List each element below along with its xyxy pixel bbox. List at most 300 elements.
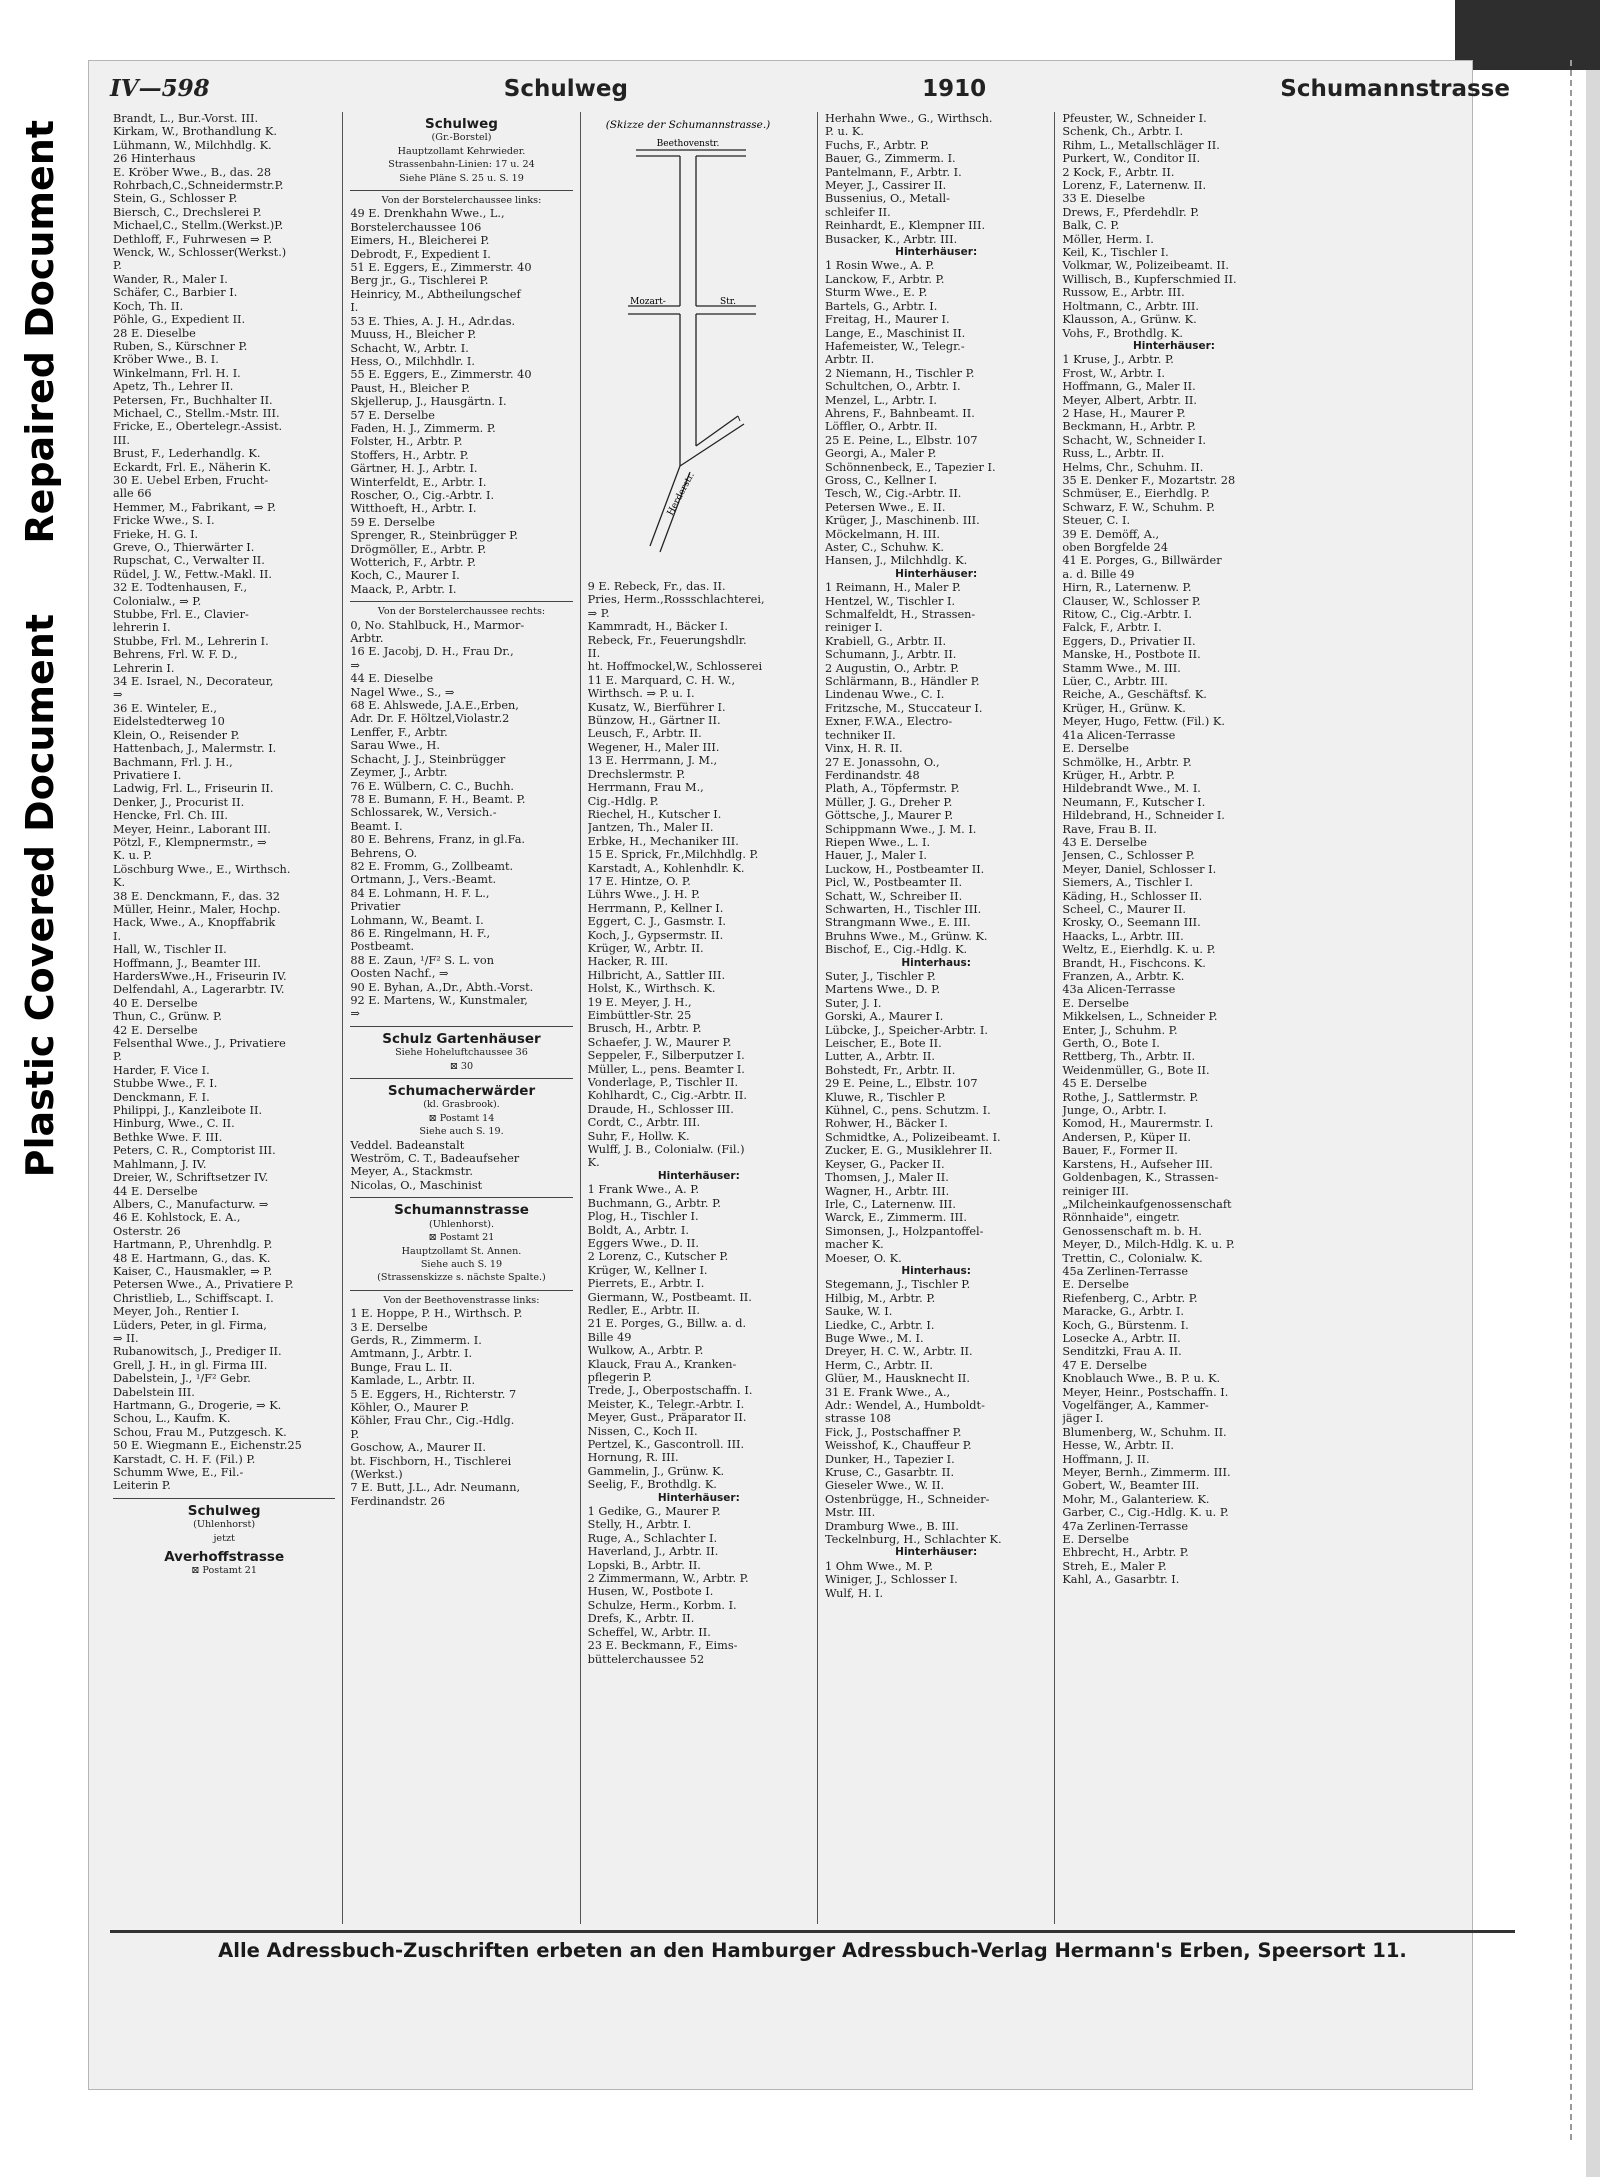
directory-entry: III. <box>113 433 130 447</box>
directory-entry: Lühmann, W., Milchhdlg. K. <box>113 138 272 152</box>
directory-entry: Schönnenbeck, E., Tapezier I. <box>824 460 996 474</box>
directory-entry: Drögmöller, E., Arbtr. P. <box>350 542 487 556</box>
directory-entry: I. <box>350 301 359 315</box>
directory-entry: 29 E. Peine, L., Elbstr. 107 <box>824 1077 978 1091</box>
directory-entry: Nissen, C., Koch II. <box>587 1424 698 1438</box>
directory-entry: Ferdinandstr. 48 <box>824 768 920 782</box>
directory-entry: „Milcheinkaufgenossenschaft <box>1062 1197 1232 1211</box>
directory-entry: Petersen, Fr., Buchhalter II. <box>113 393 273 407</box>
directory-entry: Osterstr. 26 <box>113 1224 181 1238</box>
directory-entry: reiniger III. <box>1062 1184 1129 1198</box>
directory-entry: Meyer, Daniel, Schlosser I. <box>1062 862 1217 876</box>
directory-entry: Martens Wwe., D. P. <box>824 983 941 997</box>
directory-entry: Redler, E., Arbtr. II. <box>587 1303 700 1317</box>
directory-entry: Frost, W., Arbtr. I. <box>1062 366 1166 380</box>
directory-entry: Dabelstein, J., ¹/F² Gebr. <box>113 1372 251 1386</box>
directory-entry: Behrens, O. <box>350 846 418 860</box>
section-note: Siehe Pläne S. 25 u. S. 19 <box>399 172 524 184</box>
directory-entry: Busacker, K., Arbtr. III. <box>824 232 958 246</box>
directory-entry: Bruhns Wwe., M., Grünw. K. <box>824 929 988 943</box>
directory-entry: Plath, A., Töpfermstr. P. <box>824 782 960 796</box>
directory-entry: 2 Hase, H., Maurer P. <box>1062 406 1186 420</box>
directory-entry: 57 E. Derselbe <box>350 408 435 422</box>
directory-entry: Adr.: Wendel, A., Humboldt- <box>824 1399 985 1412</box>
directory-entry: 27 E. Jonassohn, O., <box>824 755 940 769</box>
directory-entry: Folster, H., Arbtr. P. <box>350 435 463 449</box>
directory-entry: Sturm Wwe., E. P. <box>824 286 928 300</box>
directory-entry: Reiche, A., Geschäftsf. K. <box>1062 688 1207 702</box>
page-header <box>110 62 1510 102</box>
subsection-heading: Hinterhaus: <box>901 1264 971 1277</box>
directory-entry: 80 E. Behrens, Franz, in gl.Fa. <box>350 833 526 847</box>
directory-entry: Kröber Wwe., B. I. <box>113 353 219 367</box>
directory-entry: Wulff, J. B., Colonialw. (Fil.) <box>587 1143 745 1157</box>
directory-entry: Genossenschaft m. b. H. <box>1062 1224 1202 1238</box>
directory-entry: Frieke, H. G. I. <box>113 527 199 541</box>
directory-entry: Volkmar, W., Polizeibeamt. II. <box>1062 259 1229 273</box>
directory-entry: Faden, H. J., Zimmerm. P. <box>350 421 496 435</box>
directory-entry: (Werkst.) <box>350 1468 403 1481</box>
directory-entry: Giermann, W., Postbeamt. II. <box>587 1290 752 1304</box>
directory-entry: Denckmann, F. I. <box>113 1090 210 1104</box>
directory-entry: Herrmann, P., Kellner I. <box>587 901 724 915</box>
directory-entry: 47a Zerlinen-Terrasse <box>1062 1519 1189 1533</box>
directory-entry: Cig.-Hdlg. P. <box>587 794 659 808</box>
directory-entry: Löffler, O., Arbtr. II. <box>824 420 938 434</box>
directory-entry: Kamlade, L., Arbtr. II. <box>350 1374 476 1388</box>
directory-entry: Meyer, Bernh., Zimmerm. III. <box>1062 1466 1231 1480</box>
directory-columns <box>106 112 1530 1924</box>
directory-entry: Rave, Frau B. II. <box>1062 822 1157 836</box>
directory-entry: Lenffer, F., Arbtr. <box>350 725 448 739</box>
directory-entry: Lanckow, F., Arbtr. P. <box>824 272 945 286</box>
directory-entry: Bischof, E., Cig.-Hdlg. K. <box>824 943 968 957</box>
section-note: Hauptzollamt Kehrwieder. <box>397 145 526 157</box>
directory-entry: Meyer, J., Cassirer II. <box>824 179 947 193</box>
directory-entry: Haverland, J., Arbtr. II. <box>587 1545 719 1559</box>
directory-entry: Wulkow, A., Arbtr. P. <box>587 1344 704 1358</box>
directory-entry: Gross, C., Kellner I. <box>824 473 938 487</box>
directory-entry: Schacht, J. J., Steinbrügger <box>350 752 506 766</box>
directory-entry: Müller, L., pens. Beamter I. <box>587 1062 745 1076</box>
directory-entry: Privatier <box>350 900 401 914</box>
directory-entry: Meyer, Joh., Rentier I. <box>113 1305 240 1319</box>
directory-entry: Klausson, A., Grünw. K. <box>1062 313 1197 327</box>
directory-entry: Gieseler Wwe., W. II. <box>824 1479 945 1493</box>
directory-entry: Hauer, J., Maler I. <box>824 849 927 863</box>
directory-entry: Köhler, O., Maurer P. <box>350 1400 470 1414</box>
directory-entry: K. <box>587 1156 600 1170</box>
directory-entry: Suter, J. I. <box>824 996 882 1010</box>
directory-entry: Karstadt, A., Kohlenhdlr. K. <box>587 861 745 875</box>
sketch-caption: (Skizze der Schumannstrasse.) <box>605 119 770 131</box>
subsection-heading: Hinterhäuser: <box>657 1169 740 1182</box>
directory-entry: Rebeck, Fr., Feuerungshdlr. <box>587 633 747 647</box>
directory-entry: Behrens, Frl. W. F. D., <box>113 648 238 662</box>
directory-entry: Hartmann, G., Drogerie, ⇒ K. <box>113 1399 282 1412</box>
directory-entry: Lehrerin I. <box>113 661 175 675</box>
directory-entry: Herhahn Wwe., G., Wirthsch. <box>824 112 993 125</box>
directory-entry: Amtmann, J., Arbtr. I. <box>350 1347 473 1361</box>
directory-entry: Warck, E., Zimmerm. III. <box>824 1211 967 1225</box>
directory-entry: 1 Reimann, H., Maler P. <box>824 581 961 595</box>
subsection-heading: Hinterhaus: <box>901 956 971 969</box>
directory-entry: 34 E. Israel, N., Decorateur, <box>113 675 274 689</box>
directory-entry: Hartmann, P., Uhrenhdlg. P. <box>113 1238 273 1252</box>
directory-entry: 7 E. Butt, J.L., Adr. Neumann, <box>350 1481 521 1495</box>
directory-entry: Weidenmüller, G., Bote II. <box>1062 1063 1210 1077</box>
directory-entry: Hildebrandt Wwe., M. I. <box>1062 782 1201 796</box>
directory-entry: Blumenberg, W., Schuhm. II. <box>1062 1425 1227 1439</box>
directory-entry: Kühnel, C., pens. Schutzm. I. <box>824 1104 991 1118</box>
directory-entry: Schulze, Herm., Korbm. I. <box>587 1598 737 1612</box>
directory-entry: Koch, C., Maurer I. <box>350 569 460 583</box>
directory-entry: 2 Kock, F., Arbtr. II. <box>1062 165 1175 179</box>
column-separator <box>350 1290 572 1291</box>
directory-entry: 50 E. Wiegmann E., Eichenstr.25 <box>113 1439 302 1453</box>
page-number: IV—598 <box>110 75 210 102</box>
directory-entry: Ruge, A., Schlachter I. <box>587 1531 718 1545</box>
directory-entry: Buchmann, G., Arbtr. P. <box>587 1196 721 1210</box>
directory-entry: Keil, K., Tischler I. <box>1062 246 1169 260</box>
directory-entry: Lüer, C., Arbtr. III. <box>1062 675 1168 689</box>
directory-entry: E. Derselbe <box>1062 996 1129 1010</box>
directory-entry: Wulf, H. I. <box>824 1586 884 1600</box>
section-note: Siehe Hoheluftchaussee 36 <box>395 1047 528 1059</box>
directory-entry: Hinburg, Wwe., C. II. <box>113 1117 235 1131</box>
section-heading: Schulweg <box>425 118 498 132</box>
directory-entry: Arbtr. <box>350 632 384 646</box>
directory-entry: Moeser, O. K. <box>824 1251 902 1265</box>
directory-entry: 1 Frank Wwe., A. P. <box>587 1183 700 1197</box>
directory-entry: Colonialw., ⇒ P. <box>113 594 202 608</box>
directory-entry: Biersch, C., Drechslerei P. <box>113 205 262 219</box>
directory-entry: Herrmann, Frau M., <box>587 781 704 795</box>
directory-entry: Schlärmann, B., Händler P. <box>824 675 980 689</box>
directory-entry: Stubbe, Frl. M., Lehrerin I. <box>113 634 269 648</box>
directory-entry: Hoffmann, G., Maler II. <box>1062 380 1196 394</box>
directory-entry: Schacht, W., Arbtr. I. <box>350 341 469 355</box>
column-3 <box>581 112 818 1924</box>
directory-entry: Debrodt, F., Expedient I. <box>350 247 491 261</box>
directory-entry: Dreyer, H. C. W., Arbtr. II. <box>824 1345 973 1359</box>
directory-entry: Weström, C. T., Badeaufseher <box>350 1152 520 1166</box>
sketch-street-mozart-end: Str. <box>719 297 736 307</box>
sketch-street-mozart: Mozart- <box>629 297 666 307</box>
directory-entry: Pöhle, G., Expedient II. <box>113 313 246 327</box>
directory-entry: Lorenz, F., Laternenw. II. <box>1062 179 1207 193</box>
directory-entry: Meyer, Heinr., Laborant III. <box>113 822 271 836</box>
directory-entry: 43a Alicen-Terrasse <box>1062 983 1176 997</box>
section-note: ⊠ Postamt 14 <box>428 1112 495 1124</box>
directory-entry: Drefs, K., Arbtr. II. <box>587 1612 695 1626</box>
directory-entry: Winterfeldt, E., Arbtr. I. <box>350 475 487 489</box>
sketch-street-beethoven: Beethovenstr. <box>656 139 720 149</box>
directory-entry: Buge Wwe., M. I. <box>824 1331 924 1345</box>
directory-entry: 17 E. Hintze, O. P. <box>587 874 691 888</box>
directory-entry: Philippi, J., Kanzleibote II. <box>113 1104 263 1118</box>
subsection-heading: Hinterhäuser: <box>895 246 978 259</box>
directory-entry: Hilbig, M., Arbtr. P. <box>824 1291 936 1305</box>
directory-entry: ⇒ <box>113 688 123 702</box>
directory-entry: 25 E. Peine, L., Elbstr. 107 <box>824 433 978 447</box>
directory-entry: Koch, J., Gypsermstr. II. <box>587 928 724 942</box>
directory-entry: Russ, L., Arbtr. II. <box>1062 447 1165 461</box>
directory-entry: Schwarten, H., Tischler III. <box>824 902 982 916</box>
directory-entry: Schlossarek, W., Versich.- <box>350 806 497 820</box>
directory-entry: 21 E. Porges, G., Billw. a. d. <box>587 1317 747 1331</box>
directory-entry: Balk, C. P. <box>1062 219 1120 233</box>
directory-entry: Postbeamt. <box>350 940 415 954</box>
directory-entry: Neumann, F., Kutscher I. <box>1062 795 1206 809</box>
directory-entry: Hall, W., Tischler II. <box>113 943 227 957</box>
directory-entry: Trede, J., Oberpostschaffn. I. <box>587 1384 753 1398</box>
directory-entry: Winiger, J., Schlosser I. <box>824 1573 958 1587</box>
directory-entry: Beckmann, H., Arbtr. P. <box>1062 420 1196 434</box>
directory-entry: Christlieb, L., Schiffscapt. I. <box>113 1291 274 1305</box>
directory-entry: 90 E. Byhan, A.,Dr., Abth.-Vorst. <box>350 980 534 994</box>
directory-entry: Bussenius, O., Metall- <box>824 192 950 206</box>
directory-entry: strasse 108 <box>824 1412 891 1426</box>
directory-entry: Möller, Herm. I. <box>1062 232 1154 246</box>
directory-entry: Fritzsche, M., Stuccateur I. <box>824 701 983 715</box>
directory-entry: 0, No. Stahlbuck, H., Marmor- <box>350 618 525 632</box>
directory-entry: Schaefer, J. W., Maurer P. <box>587 1035 732 1049</box>
directory-entry: 92 E. Martens, W., Kunstmaler, <box>350 994 528 1007</box>
directory-entry: Karstens, H., Aufseher III. <box>1062 1157 1213 1171</box>
directory-entry: Albers, C., Manufacturw. ⇒ <box>113 1197 269 1211</box>
section-heading: Schumacherwärder <box>387 1085 536 1099</box>
directory-entry: Koch, Th. II. <box>113 299 184 313</box>
directory-entry: 82 E. Fromm, G., Zollbeamt. <box>350 859 514 873</box>
directory-entry: Petersen Wwe., E. II. <box>824 500 946 514</box>
directory-entry: Schmölke, H., Arbtr. P. <box>1062 755 1192 769</box>
header-left-title: Schulweg <box>503 76 628 102</box>
directory-entry: Bauer, F., Former II. <box>1062 1144 1178 1158</box>
directory-entry: Pfeuster, W., Schneider I. <box>1062 112 1207 125</box>
footer-notice: Alle Adressbuch-Zuschriften erbeten an den Hamburger Adressbuch-Verlag Hermann's Erben, Speersort 11. <box>110 1930 1515 1971</box>
directory-entry: Meyer, Hugo, Fettw. (Fil.) K. <box>1062 715 1225 729</box>
directory-entry: P. <box>113 1050 122 1064</box>
directory-entry: Koch, G., Bürstenm. I. <box>1062 1318 1189 1332</box>
side-label-plastic: Plastic Covered Document <box>18 613 62 1178</box>
directory-entry: Zeymer, J., Arbtr. <box>350 766 448 780</box>
directory-entry: Hemmer, M., Fabrikant, ⇒ P. <box>113 500 276 514</box>
directory-entry: Andersen, P., Küper II. <box>1062 1130 1191 1144</box>
directory-entry: Hilbricht, A., Sattler III. <box>587 968 726 982</box>
directory-entry: II. <box>587 647 601 661</box>
directory-entry: Weltz, E., Eierhdlg. K. u. P. <box>1062 943 1216 957</box>
directory-entry: Brandt, H., Fischcons. K. <box>1062 956 1206 970</box>
directory-entry: P. u. K. <box>824 125 864 139</box>
directory-entry: Kaiser, C., Hausmakler, ⇒ P. <box>113 1264 273 1278</box>
directory-entry: 76 E. Wülbern, C. C., Buchh. <box>350 779 515 793</box>
directory-entry: Aster, C., Schuhw. K. <box>824 541 944 554</box>
directory-entry: Komod, H., Maurermstr. I. <box>1062 1117 1214 1131</box>
directory-entry: Lopski, B., Arbtr. II. <box>587 1558 701 1572</box>
directory-entry: Streh, E., Maler P. <box>1062 1559 1167 1573</box>
directory-entry: 88 E. Zaun, ¹/F² S. L. von <box>350 953 494 967</box>
directory-entry: P. <box>113 259 122 273</box>
directory-entry: Luckow, H., Postbeamter II. <box>824 862 985 876</box>
directory-entry: Dethloff, F., Fuhrwesen ⇒ P. <box>113 232 273 246</box>
directory-entry: Jantzen, Th., Maler II. <box>587 821 714 835</box>
directory-entry: Bachmann, Frl. J. H., <box>113 755 233 769</box>
directory-entry: Drews, F., Pferdehdlr. P. <box>1062 205 1200 219</box>
directory-entry: Kohlhardt, C., Cig.-Arbtr. II. <box>587 1089 747 1103</box>
section-note: ⊠ Postamt 21 <box>191 1565 257 1577</box>
directory-entry: Skjellerup, J., Hausgärtn. I. <box>350 395 507 409</box>
directory-entry: Mikkelsen, L., Schneider P. <box>1062 1010 1218 1024</box>
directory-entry: Simonsen, J., Holzpantoffel- <box>824 1224 984 1238</box>
directory-entry: Meyer, Albert, Arbtr. II. <box>1062 393 1197 407</box>
directory-entry: Herm, C., Arbtr. II. <box>824 1358 934 1372</box>
directory-entry: Krüger, H., Grünw. K. <box>1062 701 1186 715</box>
directory-entry: Scheffel, W., Arbtr. II. <box>587 1625 711 1639</box>
section-heading: Schulweg <box>187 1504 261 1519</box>
directory-entry: Leusch, F., Arbtr. II. <box>587 727 702 741</box>
directory-entry: Wenck, W., Schlosser(Werkst.) <box>113 246 287 260</box>
directory-entry: Karstadt, C. H. F. (Fil.) P. <box>113 1452 256 1466</box>
directory-entry: Meyer, Heinr., Postschaffn. I. <box>1062 1385 1229 1399</box>
directory-entry: a. d. Bille 49 <box>1062 567 1135 581</box>
directory-entry: Lührs Wwe., J. H. P. <box>587 888 701 902</box>
directory-entry: Bethke Wwe. F. III. <box>113 1130 223 1144</box>
subsection-heading: Hinterhäuser: <box>657 1491 740 1504</box>
directory-entry: Berg jr., G., Tischlerei P. <box>350 274 489 288</box>
directory-entry: Schippmann Wwe., J. M. I. <box>824 822 977 836</box>
directory-entry: Hacker, R. III. <box>587 955 669 969</box>
directory-entry: Ortmann, J., Vers.-Beamt. <box>350 873 497 887</box>
directory-entry: Riefenberg, C., Arbtr. P. <box>1062 1291 1198 1305</box>
section-note: Von der Beethovenstrasse links: <box>383 1294 540 1306</box>
directory-entry: Dreier, W., Schriftsetzer IV. <box>113 1171 269 1185</box>
directory-entry: Irle, C., Laternenw. III. <box>824 1197 956 1211</box>
directory-entry: Meister, K., Telegr.-Arbtr. I. <box>587 1397 745 1411</box>
directory-entry: Wotterich, F., Arbtr. P. <box>350 556 476 569</box>
directory-entry: Reinhardt, E., Klempner III. <box>824 219 986 233</box>
section-note: (Strassenskizze s. nächste Spalte.) <box>377 1272 546 1284</box>
directory-entry: Clauser, W., Schlosser P. <box>1062 594 1201 608</box>
directory-entry: Steuer, C. I. <box>1062 514 1131 528</box>
directory-entry: Maack, P., Arbtr. I. <box>350 582 457 596</box>
directory-entry: P. <box>350 1427 360 1441</box>
section-note: Siehe auch S. 19. <box>419 1126 504 1138</box>
directory-entry: Liedke, C., Arbtr. I. <box>824 1318 935 1332</box>
directory-entry: Seppeler, F., Silberputzer I. <box>587 1049 745 1063</box>
column-separator <box>350 190 572 191</box>
directory-entry: ⇒ <box>350 1007 360 1021</box>
section-note: Strassenbahn-Linien: 17 u. 24 <box>388 159 535 171</box>
directory-entry: Dabelstein III. <box>113 1385 195 1399</box>
directory-entry: Lüders, Peter, in gl. Firma, <box>113 1318 267 1332</box>
directory-entry: Beamt. I. <box>350 819 403 833</box>
directory-entry: Weisshof, K., Chauffeur P. <box>824 1439 972 1453</box>
directory-entry: Ruben, S., Kürschner P. <box>113 339 248 353</box>
directory-entry: 1 Rosin Wwe., A. P. <box>824 259 935 273</box>
directory-entry: Schwarz, F. W., Schuhm. P. <box>1062 500 1215 514</box>
column-separator <box>350 1026 572 1027</box>
directory-entry: Lübcke, J., Speicher-Arbtr. I. <box>824 1023 988 1037</box>
directory-entry: Gärtner, H. J., Arbtr. I. <box>350 462 478 476</box>
directory-entry: ht. Hoffmockel,W., Schlosserei <box>587 660 763 674</box>
directory-entry: Rohrbach,C.,Schneidermstr.P. <box>113 179 284 193</box>
directory-entry: Sauke, W. I. <box>824 1305 893 1319</box>
directory-entry: Freitag, H., Maurer I. <box>824 313 950 327</box>
directory-entry: Husen, W., Postbote I. <box>587 1585 714 1599</box>
directory-entry: 59 E. Derselbe <box>350 515 435 529</box>
directory-entry: Hildebrand, H., Schneider I. <box>1062 809 1225 823</box>
directory-entry: 32 E. Todtenhausen, F., <box>113 581 248 595</box>
directory-entry: 48 E. Hartmann, G., das. K. <box>113 1251 271 1265</box>
directory-entry: Pantelmann, F., Arbtr. I. <box>824 165 962 179</box>
directory-entry: Fricke, E., Obertelegr.-Assist. <box>113 420 283 434</box>
directory-entry: Schmidtke, A., Polizeibeamt. I. <box>824 1130 1001 1144</box>
directory-entry: Georgi, A., Maler P. <box>824 447 937 461</box>
directory-entry: 42 E. Derselbe <box>113 1023 198 1037</box>
directory-entry: 2 Lorenz, C., Kutscher P. <box>587 1250 729 1264</box>
directory-entry: 41a Alicen-Terrasse <box>1062 728 1176 742</box>
directory-entry: 11 E. Marquard, C. H. W., <box>587 673 736 687</box>
directory-entry: Rönnhaide", eingetr. <box>1062 1211 1180 1225</box>
directory-entry: Gerds, R., Zimmerm. I. <box>350 1333 482 1347</box>
directory-entry: Leischer, E., Bote II. <box>824 1037 942 1051</box>
directory-entry: Muuss, H., Bleicher P. <box>350 328 477 342</box>
directory-entry: Michael,C., Stellm.(Werkst.)P. <box>113 219 284 233</box>
directory-entry: Hattenbach, J., Malermstr. I. <box>113 742 277 756</box>
directory-entry: 19 E. Meyer, J. H., <box>587 995 692 1009</box>
directory-entry: 45a Zerlinen-Terrasse <box>1062 1264 1189 1278</box>
directory-entry: Krosky, O., Seemann III. <box>1062 916 1201 930</box>
directory-entry: ⇒ <box>350 658 360 672</box>
directory-entry: Rüdel, J. W., Fettw.-Makl. II. <box>113 567 272 581</box>
directory-entry: Gerth, O., Bote I. <box>1062 1037 1160 1051</box>
directory-entry: Glüer, M., Hausknecht II. <box>824 1372 970 1386</box>
directory-entry: Köhler, Frau Chr., Cig.-Hdlg. <box>350 1414 515 1428</box>
directory-entry: Möckelmann, H. III. <box>824 527 941 541</box>
directory-entry: Nicolas, O., Maschinist <box>350 1178 483 1192</box>
directory-entry: ⇒ P. <box>587 606 610 620</box>
directory-entry: 9 E. Rebeck, Fr., das. II. <box>587 580 726 593</box>
column-separator <box>350 1197 572 1198</box>
directory-entry: Felsenthal Wwe., J., Privatiere <box>113 1037 286 1051</box>
directory-entry: K. u. P. <box>113 849 152 863</box>
directory-entry: Käding, H., Schlosser II. <box>1062 889 1203 903</box>
directory-entry: 51 E. Eggers, E., Zimmerstr. 40 <box>350 261 532 275</box>
directory-entry: Bohstedt, Fr., Arbtr. II. <box>824 1063 956 1077</box>
directory-entry: 31 E. Frank Wwe., A., <box>824 1385 951 1399</box>
directory-entry: Bauer, G., Zimmerm. I. <box>824 152 956 166</box>
directory-entry: Trettin, C., Colonialw. K. <box>1062 1251 1203 1265</box>
column-5 <box>1055 112 1292 1924</box>
directory-entry: Suhr, F., Hollw. K. <box>587 1129 690 1143</box>
directory-entry: Vinx, H. R. II. <box>824 742 903 756</box>
directory-entry: 36 E. Winteler, E., <box>113 701 217 715</box>
directory-entry: Franzen, A., Arbtr. K. <box>1062 970 1185 983</box>
directory-entry: Schou, L., Kaufm. K. <box>113 1412 231 1426</box>
directory-entry: 26 Hinterhaus <box>113 152 196 166</box>
directory-entry: 2 Zimmermann, W., Arbtr. P. <box>587 1572 749 1586</box>
directory-entry: Oosten Nachf., ⇒ <box>350 967 449 981</box>
directory-entry: Privatiere I. <box>113 768 182 782</box>
directory-entry: Michael, C., Stellm.-Mstr. III. <box>113 406 280 420</box>
directory-entry: Schäfer, C., Barbier I. <box>113 286 238 300</box>
column-separator <box>113 1498 335 1499</box>
directory-entry: Meyer, D., Milch-Hdlg. K. u. P. <box>1062 1238 1235 1252</box>
directory-entry: 28 E. Dieselbe <box>113 326 196 340</box>
directory-entry: Eckardt, Frl. E., Näherin K. <box>113 460 272 474</box>
directory-entry: Klauck, Frau A., Kranken- <box>587 1357 737 1371</box>
